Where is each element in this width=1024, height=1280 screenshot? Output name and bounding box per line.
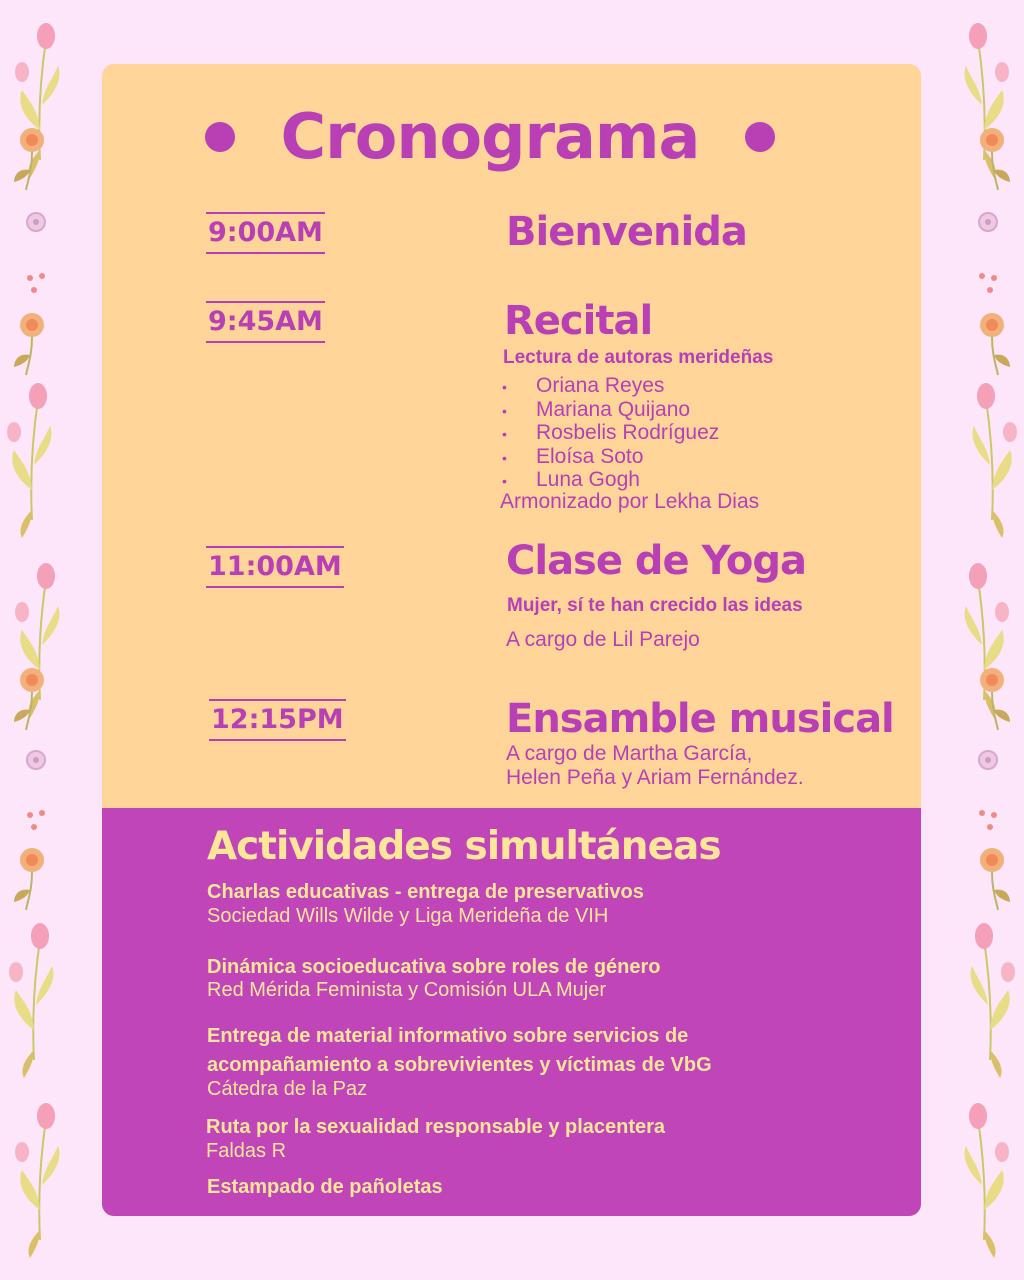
performer-list (502, 375, 719, 493)
time-label: 9:00AM (206, 212, 325, 254)
activity-organizer: Faldas R (206, 1140, 287, 1162)
floral-border-left (0, 0, 80, 1280)
time-label: 12:15PM (209, 699, 346, 741)
event-subtitle: Lectura de autoras merideñas (503, 347, 774, 368)
list-item: • Mariana Quijano (502, 397, 691, 421)
list-item: • Eloísa Soto (502, 444, 644, 468)
list-item: • Rosbelis Rodríguez (502, 421, 720, 445)
event-subtitle: Mujer, sí te han crecido las ideas (507, 595, 803, 616)
event-title: Ensamble musical (506, 696, 894, 742)
activity-heading: Charlas educativas - entrega de preservativos (207, 881, 644, 903)
event-note: A cargo de Lil Parejo (506, 628, 700, 651)
activity-organizer: Red Mérida Feminista y Comisión ULA Mujer (207, 979, 607, 1001)
page-title (205, 100, 775, 173)
title-dot-right (745, 122, 775, 152)
schedule-card (102, 64, 921, 1216)
title-dot-left (205, 122, 235, 152)
event-title: Clase de Yoga (506, 538, 807, 584)
activity-heading: Ruta por la sexualidad responsable y placentera (206, 1116, 666, 1138)
floral-border-right (944, 0, 1024, 1280)
activities-title: Actividades simultáneas (207, 824, 721, 869)
event-note-line: A cargo de Martha García, (506, 742, 753, 765)
activity-organizer: Sociedad Wills Wilde y Liga Merideña de VIH (207, 905, 609, 927)
event-title: Bienvenida (506, 209, 747, 255)
list-item: • Luna Gogh (502, 468, 640, 492)
time-label: 11:00AM (206, 546, 344, 588)
activity-heading: Dinámica socioeducativa sobre roles de género (207, 956, 661, 978)
page-title-text: Cronograma (280, 100, 700, 173)
event-note: Armonizado por Lekha Dias (500, 490, 760, 513)
list-item: • Oriana Reyes (502, 374, 665, 397)
activity-heading: Estampado de pañoletas (207, 1176, 443, 1198)
activity-organizer: Cátedra de la Paz (207, 1078, 368, 1100)
activity-heading: Entrega de material informativo sobre servicios de (207, 1025, 689, 1047)
event-note-line: Helen Peña y Ariam Fernández. (506, 766, 804, 789)
activity-heading: acompañamiento a sobrevivientes y víctimas de VbG (207, 1054, 712, 1076)
event-title: Recital (504, 298, 653, 344)
time-label: 9:45AM (206, 301, 325, 343)
